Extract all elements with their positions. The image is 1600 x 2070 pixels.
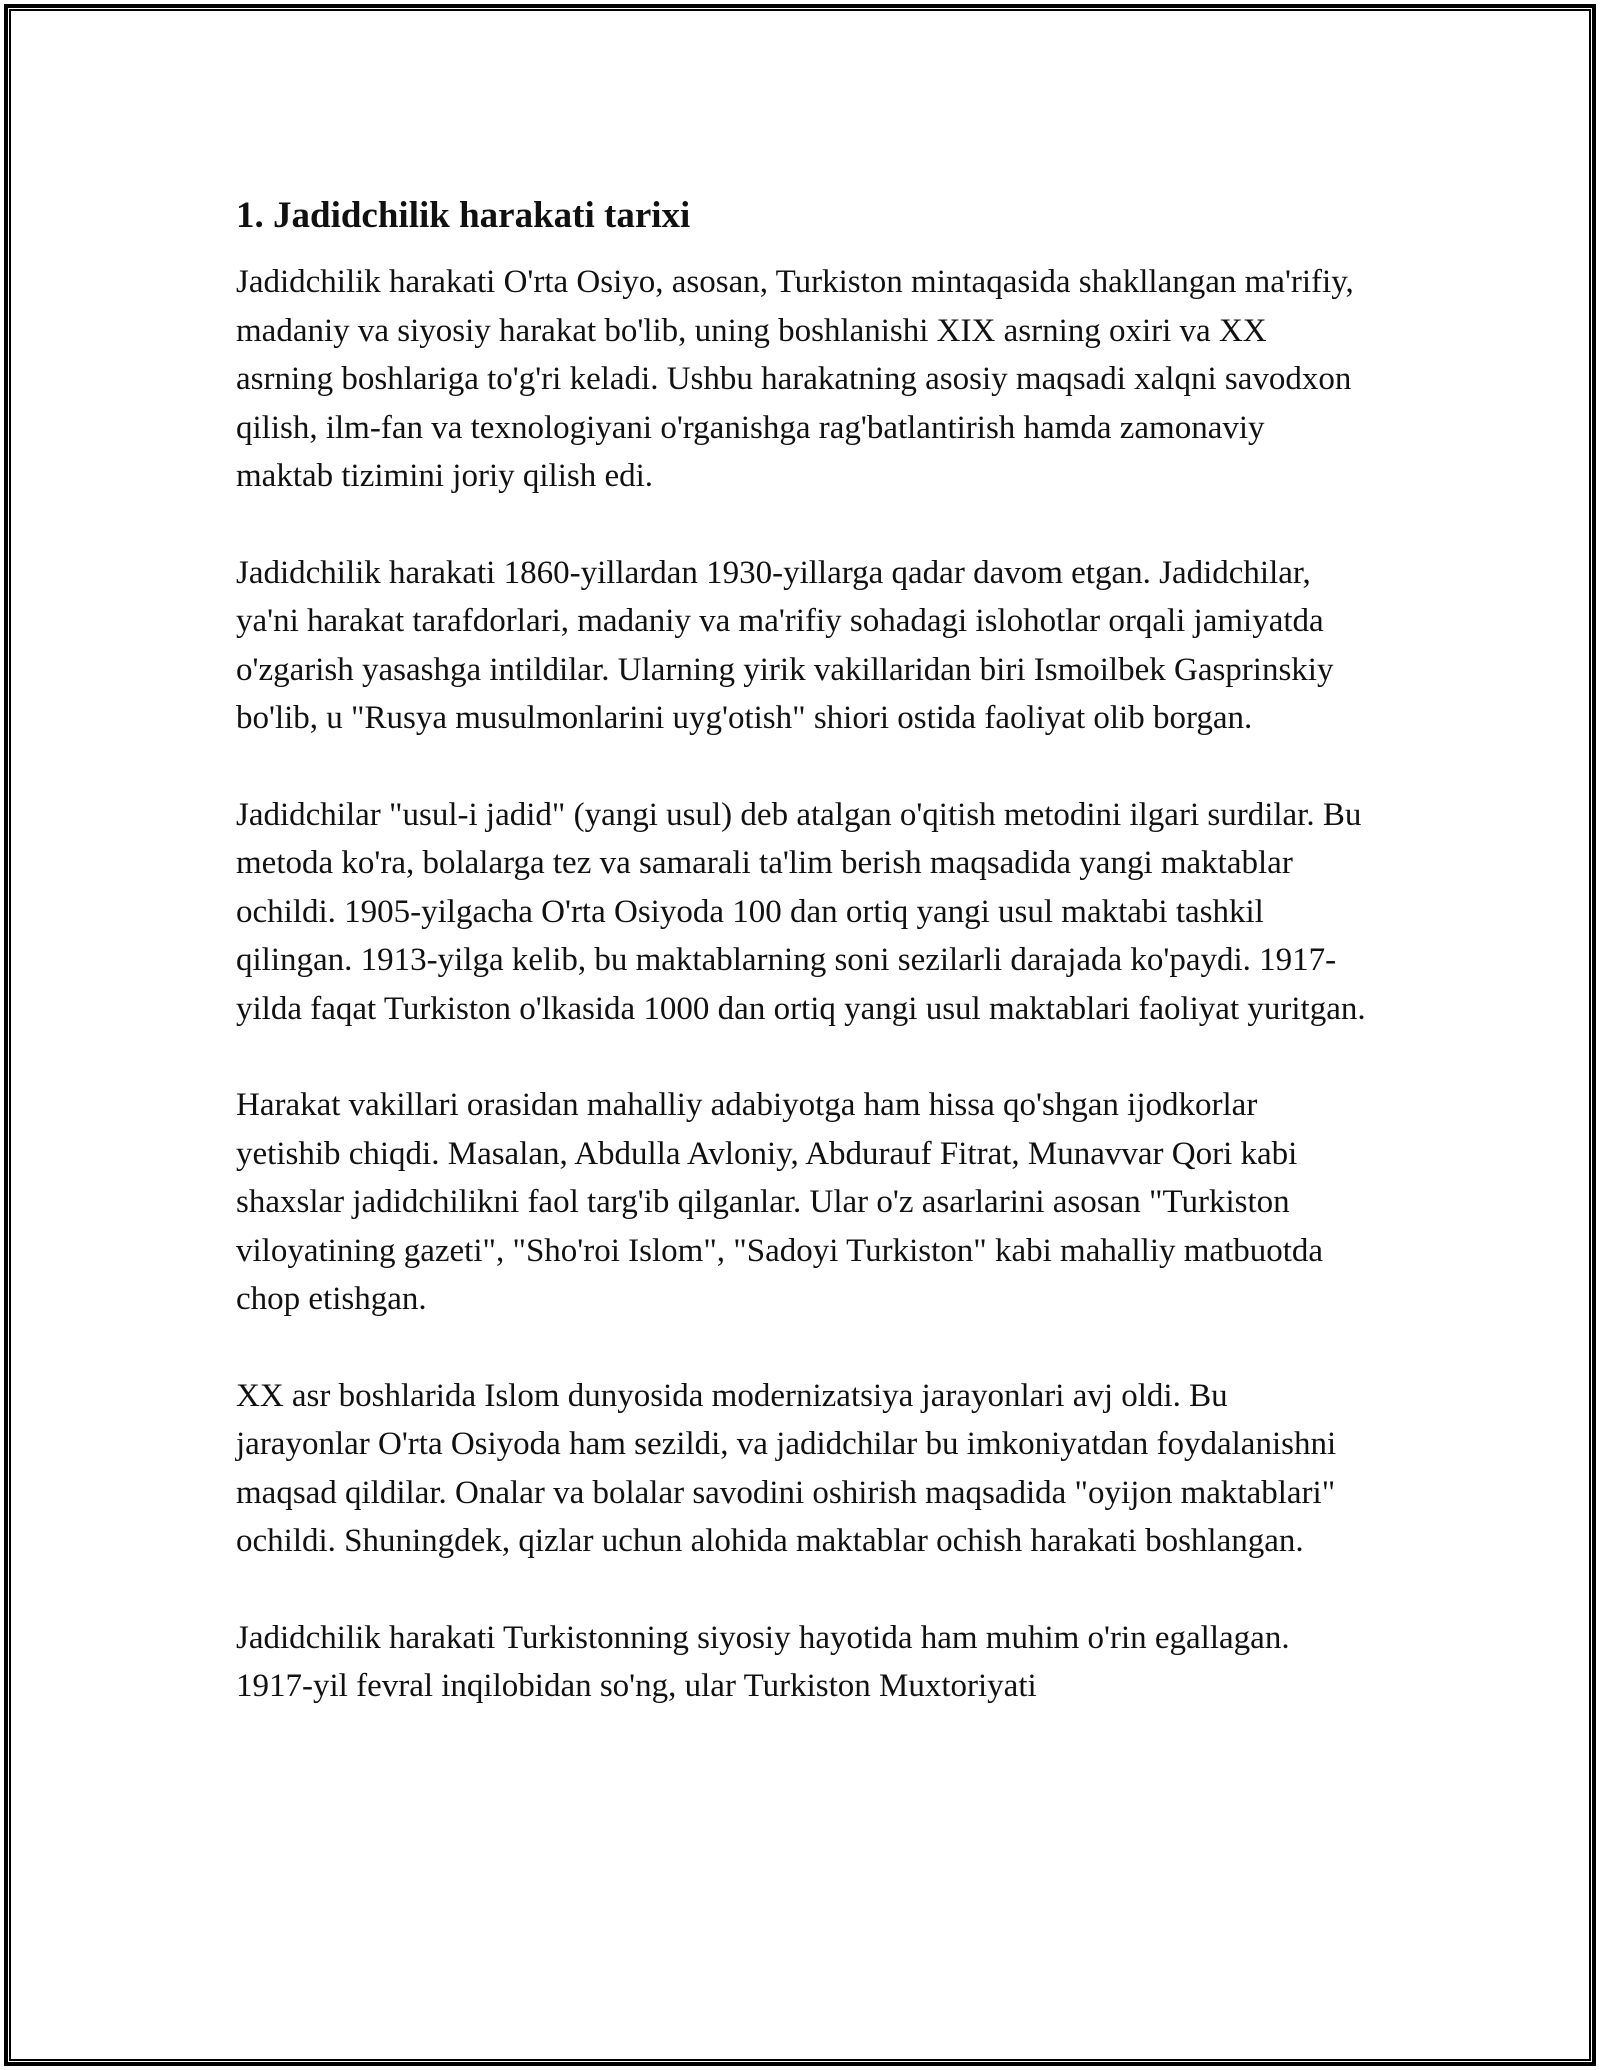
section-heading: 1. Jadidchilik harakati tarixi (236, 195, 691, 236)
paragraph-5: XX asr boshlarida Islom dunyosida modernizatsiya jarayonlari avj oldi. Bu jarayonlar O'rta Osiyoda ham sezildi, va jadidchilar bu imkoniyatdan foydalanishni maqsad qildilar. Onalar va bolalar savodini oshirish maqsadida "oyijon maktablari" ochildi. Shuningdek, qizlar uchun alohida maktablar ochish harakati boshlangan. (236, 1377, 1337, 1559)
paragraph-6: Jadidchilik harakati Turkistonning siyosiy hayotida ham muhim o'rin egallagan. 1917-yil fevral inqilobidan so'ng, ular Turkiston Muxtoriyati (236, 1619, 1290, 1704)
paragraph-1: Jadidchilik harakati O'rta Osiyo, asosan, Turkiston mintaqasida shakllangan ma'rifiy, madaniy va siyosiy harakat bo'lib, uning boshlanishi XIX asrning oxiri va XX asrning boshlariga to'g'ri keladi. Ushbu harakatning asosiy maqsadi xalqni savodxon qilish, ilm-fan va texnologiyani o'rganishga rag'batlantirish hamda zamonaviy maktab tizimini joriy qilish edi. (236, 264, 1354, 494)
paragraph-3: Jadidchilar "usul-i jadid" (yangi usul) deb atalgan o'qitish metodini ilgari surdilar. Bu metoda ko'ra, bolalarga tez va samarali ta'lim berish maqsadida yangi maktablar ochildi. 1905-yilgacha O'rta Osiyoda 100 dan ortiq yangi usul maktabi tashkil qilingan. 1913-yilga kelib, bu maktablarning soni sezilarli darajada ko'paydi. 1917-yilda faqat Turkiston o'lkasida 1000 dan ortiq yangi usul maktablari faoliyat yuritgan. (236, 796, 1366, 1027)
document-body (236, 186, 1366, 1711)
paragraph-2: Jadidchilik harakati 1860-yillardan 1930-yillarga qadar davom etgan. Jadidchilar, ya'ni harakat tarafdorlari, madaniy va ma'rifiy sohadagi islohotlar orqali jamiyatda o'zgarish yasashga intildilar. Ularning yirik vakillaridan biri Ismoilbek Gasprinskiy bo'lib, u "Rusya musulmonlarini uyg'otish" shiori ostida faoliyat olib borgan. (236, 554, 1334, 736)
paragraph-4: Harakat vakillari orasidan mahalliy adabiyotga ham hissa qo'shgan ijodkorlar yetishib chiqdi. Masalan, Abdulla Avloniy, Abdurauf Fitrat, Munavvar Qori kabi shaxslar jadidchilikni faol targ'ib qilganlar. Ular o'z asarlarini asosan "Turkiston viloyatining gazeti", "Sho'roi Islom", "Sadoyi Turkiston" kabi mahalliy matbuotda chop etishgan. (236, 1087, 1324, 1317)
